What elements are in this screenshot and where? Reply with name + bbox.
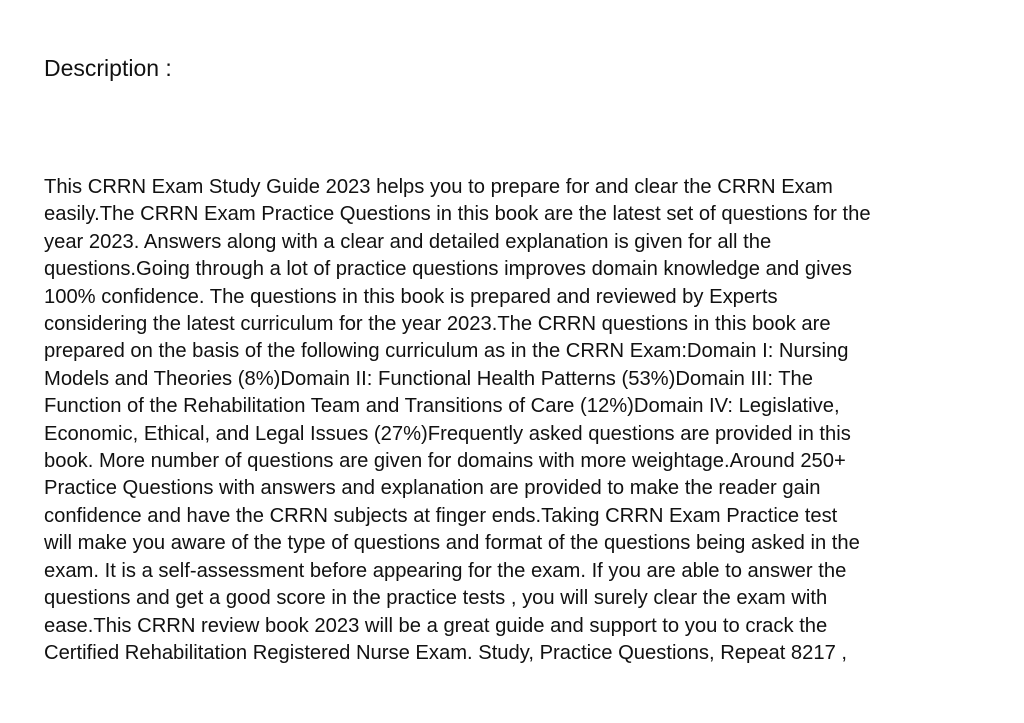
body-line: Certified Rehabilitation Registered Nurse Exam. Study, Practice Questions, Repeat 8217 , bbox=[44, 641, 848, 664]
body-line: Economic, Ethical, and Legal Issues (27%)Frequently asked questions are provided in this bbox=[44, 422, 851, 445]
body-line: easily.The CRRN Exam Practice Questions in this book are the latest set of questions for the bbox=[44, 203, 871, 226]
body-line: book. More number of questions are given for domains with more weightage.Around 250+ bbox=[44, 450, 846, 473]
description-heading: Description : bbox=[44, 55, 172, 81]
body-line: prepared on the basis of the following curriculum as in the CRRN Exam:Domain I: Nursing bbox=[44, 340, 849, 363]
body-line: confidence and have the CRRN subjects at finger ends.Taking CRRN Exam Practice test bbox=[44, 504, 838, 527]
body-line: questions and get a good score in the practice tests , you will surely clear the exam with bbox=[44, 587, 828, 610]
body-line: Models and Theories (8%)Domain II: Functional Health Patterns (53%)Domain III: The bbox=[44, 367, 813, 390]
body-line: Practice Questions with answers and explanation are provided to make the reader gain bbox=[44, 477, 821, 500]
body-line: This CRRN Exam Study Guide 2023 helps you to prepare for and clear the CRRN Exam bbox=[44, 176, 833, 198]
body-line: Function of the Rehabilitation Team and Transitions of Care (12%)Domain IV: Legislative, bbox=[44, 395, 840, 418]
body-line: ease.This CRRN review book 2023 will be a great guide and support to you to crack the bbox=[44, 614, 828, 637]
body-line: year 2023. Answers along with a clear and detailed explanation is given for all the bbox=[44, 230, 772, 253]
body-line: considering the latest curriculum for the year 2023.The CRRN questions in this book are bbox=[44, 313, 831, 336]
body-line: 100% confidence. The questions in this book is prepared and reviewed by Experts bbox=[44, 285, 778, 308]
description-body bbox=[44, 174, 989, 667]
body-line: will make you aware of the type of questions and format of the questions being asked in the bbox=[44, 532, 860, 555]
body-line: questions.Going through a lot of practice questions improves domain knowledge and gives bbox=[44, 258, 852, 281]
body-line: exam. It is a self-assessment before appearing for the exam. If you are able to answer the bbox=[44, 559, 847, 582]
